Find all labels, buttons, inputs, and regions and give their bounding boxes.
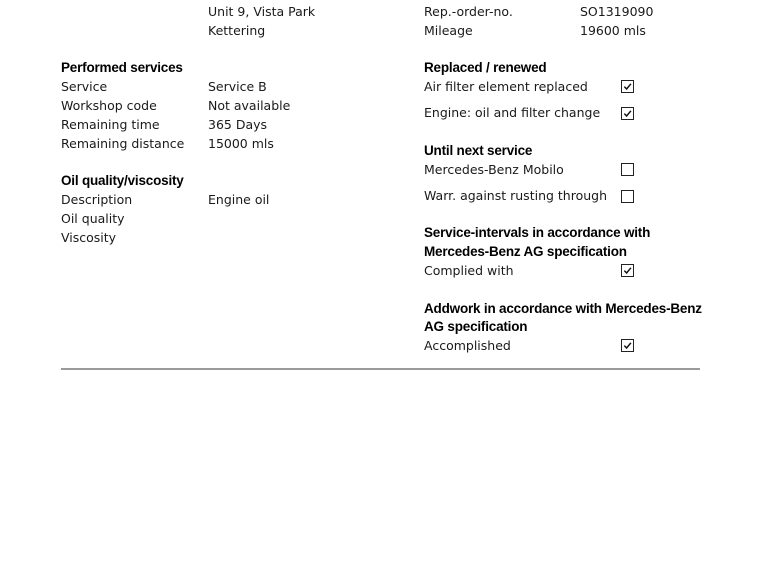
- remaining-time-value: 365 Days: [208, 117, 268, 132]
- address-line-2: Kettering: [208, 23, 266, 38]
- oil-filter-change-checkbox[interactable]: [621, 107, 634, 120]
- remaining-distance-label: Remaining distance: [61, 136, 185, 151]
- rep-order-value: SO1319090: [580, 4, 654, 19]
- address-line-1: Unit 9, Vista Park: [208, 4, 316, 19]
- oil-filter-change-label: Engine: oil and filter change: [424, 105, 601, 120]
- checkmark-icon: [623, 341, 632, 350]
- section-divider: [61, 368, 700, 370]
- oil-quality-label: Oil quality: [61, 211, 125, 226]
- accomplished-checkbox[interactable]: [621, 339, 634, 352]
- service-value: Service B: [208, 79, 267, 94]
- checkmark-icon: [623, 109, 632, 118]
- rusting-warranty-label: Warr. against rusting through: [424, 188, 608, 203]
- mileage-value: 19600 mls: [580, 23, 646, 38]
- checkmark-icon: [623, 266, 632, 275]
- air-filter-checkbox[interactable]: [621, 80, 634, 93]
- workshop-code-value: Not available: [208, 98, 291, 113]
- mobilo-checkbox[interactable]: [621, 163, 634, 176]
- oil-description-label: Description: [61, 192, 133, 207]
- until-next-service-heading: Until next service: [424, 143, 533, 158]
- rep-order-label: Rep.-order-no.: [424, 4, 513, 19]
- remaining-time-label: Remaining time: [61, 117, 160, 132]
- viscosity-label: Viscosity: [61, 230, 117, 245]
- workshop-code-label: Workshop code: [61, 98, 157, 113]
- service-label: Service: [61, 79, 108, 94]
- complied-with-label: Complied with: [424, 263, 514, 278]
- checkmark-icon: [623, 82, 632, 91]
- addwork-heading-line-2: AG specification: [424, 319, 528, 334]
- mobilo-label: Mercedes-Benz Mobilo: [424, 162, 564, 177]
- performed-services-heading: Performed services: [61, 60, 183, 75]
- oil-description-value: Engine oil: [208, 192, 270, 207]
- addwork-heading-line-1: Addwork in accordance with Mercedes-Benz: [424, 301, 702, 316]
- oil-quality-heading: Oil quality/viscosity: [61, 173, 184, 188]
- remaining-distance-value: 15000 mls: [208, 136, 274, 151]
- rusting-warranty-checkbox[interactable]: [621, 190, 634, 203]
- service-intervals-heading-line-2: Mercedes-Benz AG specification: [424, 244, 627, 259]
- air-filter-label: Air filter element replaced: [424, 79, 588, 94]
- mileage-label: Mileage: [424, 23, 473, 38]
- replaced-renewed-heading: Replaced / renewed: [424, 60, 547, 75]
- service-intervals-heading-line-1: Service-intervals in accordance with: [424, 225, 651, 240]
- accomplished-label: Accomplished: [424, 338, 511, 353]
- complied-with-checkbox[interactable]: [621, 264, 634, 277]
